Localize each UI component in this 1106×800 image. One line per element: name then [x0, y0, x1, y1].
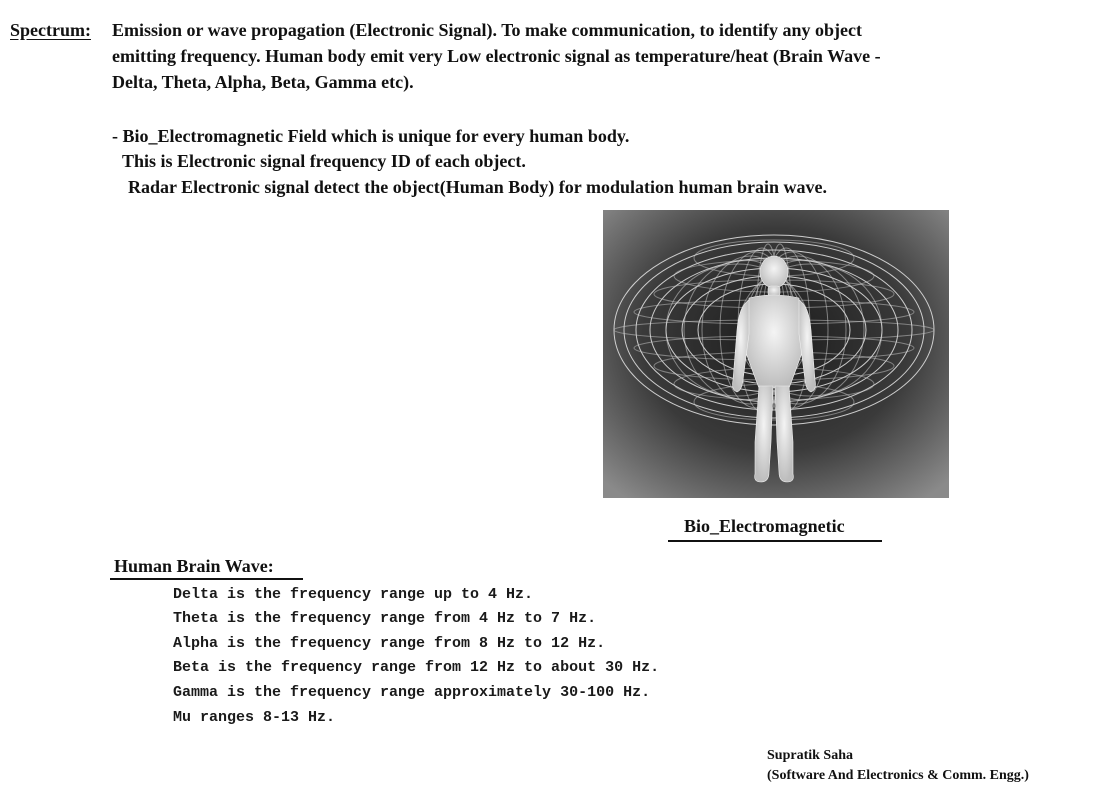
brain-wave-delta: Delta is the frequency range up to 4 Hz.: [173, 586, 534, 603]
figure-caption: Bio_Electromagnetic: [684, 516, 845, 536]
brain-wave-beta: Beta is the frequency range from 12 Hz to about 30 Hz.: [173, 659, 660, 676]
brain-wave-alpha: Alpha is the frequency range from 8 Hz to 12 Hz.: [173, 635, 606, 652]
spectrum-label: Spectrum:: [10, 20, 91, 40]
spectrum-line-3: Delta, Theta, Alpha, Beta, Gamma etc).: [112, 72, 414, 92]
human-body-torus-field-illustration: [603, 210, 949, 498]
spectrum-line-1: Emission or wave propagation (Electronic Signal). To make communication, to identify any object: [112, 20, 863, 40]
bio-field-line-2: This is Electronic signal frequency ID of each object.: [122, 151, 526, 171]
bio-electromagnetic-figure: [603, 210, 949, 498]
caption-underline: [668, 540, 882, 542]
brain-wave-title-underline: [110, 578, 303, 580]
signature-role: (Software And Electronics & Comm. Engg.): [767, 768, 1029, 783]
brain-wave-gamma: Gamma is the frequency range approximately 30-100 Hz.: [173, 684, 651, 701]
bio-field-line-1: - Bio_Electromagnetic Field which is unique for every human body.: [112, 126, 630, 146]
brain-wave-title: Human Brain Wave:: [114, 556, 274, 576]
signature-name: Supratik Saha: [767, 748, 853, 763]
spectrum-line-2: emitting frequency. Human body emit very Low electronic signal as temperature/heat (Brain Wave -: [112, 46, 881, 66]
brain-wave-mu: Mu ranges 8-13 Hz.: [173, 709, 336, 726]
brain-wave-theta: Theta is the frequency range from 4 Hz to 7 Hz.: [173, 610, 597, 627]
bio-field-line-3: Radar Electronic signal detect the object(Human Body) for modulation human brain wave.: [128, 177, 828, 197]
